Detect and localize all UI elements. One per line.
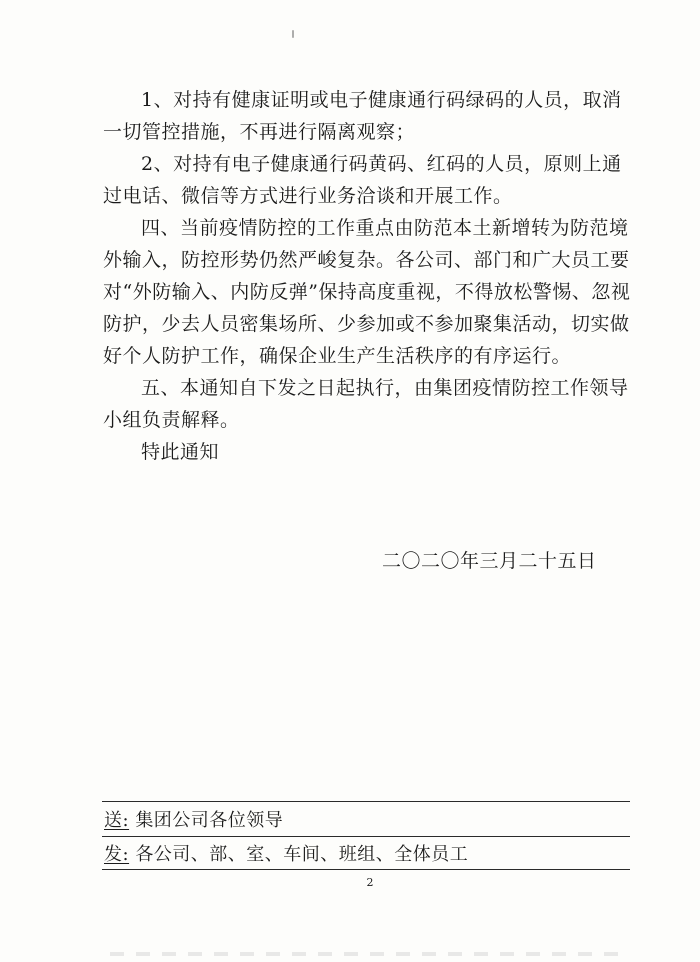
- issue-label: 发:: [104, 844, 130, 865]
- closing-phrase: 特此通知: [141, 441, 220, 463]
- issue-date: 二〇二〇年三月二十五日: [382, 550, 597, 572]
- paragraph-section-4: 四、当前疫情防控的工作重点由防范本土新增转为防范境外输入，防控形势仍然严峻复杂。各公司、部门和广大员工要对“外防输入、内防反弹”保持高度重视，不得放松警惕、忽视防护，少去人员密集场所、少参加或不参加聚集活动，切实做好个人防护工作，确保企业生产生活秩序的有序运行。: [103, 217, 631, 367]
- paragraph-section-5: 五、本通知自下发之日起执行，由集团疫情防控工作领导小组负责解释。: [103, 377, 629, 431]
- scan-edge-artifact: [110, 952, 630, 956]
- send-recipients: 集团公司各位领导: [135, 810, 284, 831]
- divider-bottom: [102, 869, 630, 870]
- paragraph-item-2: 2、对持有电子健康通行码黄码、红码的人员，原则上通过电话、微信等方式进行业务洽谈和开展工作。: [103, 153, 622, 207]
- page-number: 2: [366, 876, 374, 889]
- scan-speck: [292, 30, 294, 38]
- paragraph-item-1: 1、对持有健康证明或电子健康通行码绿码的人员，取消一切管控措施，不再进行隔离观察；: [103, 89, 622, 143]
- divider-middle: [102, 836, 630, 837]
- divider-top: [102, 801, 630, 802]
- distribution-issue-line: [104, 840, 468, 866]
- send-label: 送:: [104, 810, 130, 831]
- distribution-send-line: [104, 806, 283, 832]
- issue-recipients: 各公司、部、室、车间、班组、全体员工: [135, 844, 469, 865]
